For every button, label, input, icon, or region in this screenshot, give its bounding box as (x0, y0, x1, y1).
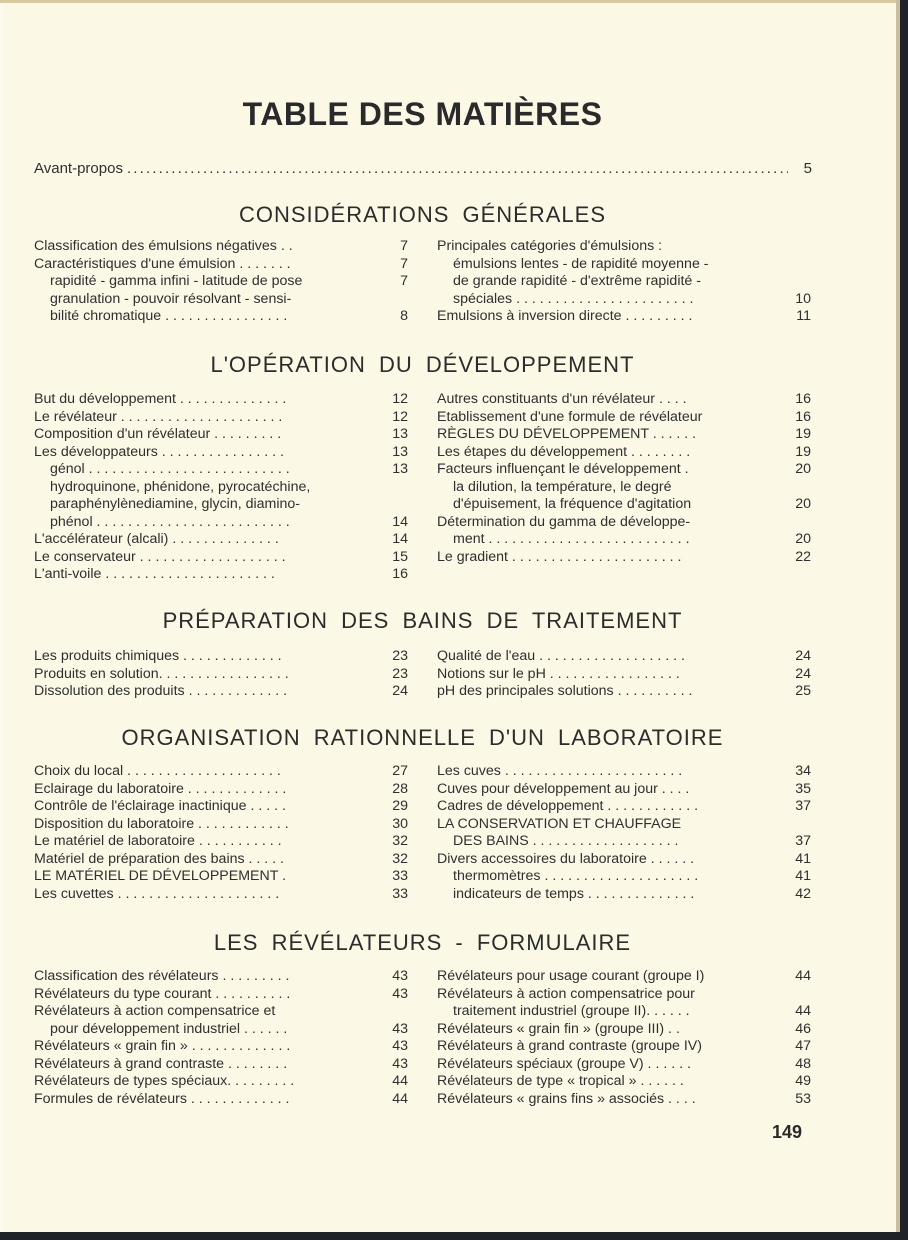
entry-page: 20 (795, 496, 811, 512)
section-heading-preparation: PRÉPARATION DES BAINS DE TRAITEMENT (162, 608, 683, 633)
entry-page: 7 (400, 273, 408, 289)
toc-entry (34, 781, 408, 799)
entry-page: 23 (392, 648, 408, 664)
entry-label: Révélateurs « grain fin » . . . . . . . . . . . . . (34, 1038, 291, 1054)
entry-page: 20 (795, 461, 811, 477)
entry-label: Le révélateur . . . . . . . . . . . . . . . . . . . . . (34, 408, 283, 425)
toc-entry (34, 496, 408, 514)
entry-page: 12 (392, 408, 408, 425)
entry-label: Révélateurs « grains fins » associés . . . . (437, 1090, 696, 1107)
entry-label: Formules de révélateurs . . . . . . . . . . . . . (34, 1090, 290, 1107)
toc-entry (437, 798, 811, 816)
toc-entry (437, 426, 811, 444)
entry-page: 47 (795, 1038, 811, 1054)
toc-entry (437, 763, 811, 781)
toc-entry (34, 986, 408, 1004)
toc-entry (437, 256, 811, 274)
entry-label: Divers accessoires du laboratoire . . . . . . (437, 850, 695, 867)
entry-label: génol . . . . . . . . . . . . . . . . . . . . . . . . . . (50, 461, 290, 477)
entry-page: 42 (795, 885, 811, 902)
toc-entry-foreword (34, 160, 812, 180)
entry-page: 44 (795, 968, 811, 984)
entry-label: Qualité de l'eau . . . . . . . . . . . . . . . . . . . (437, 648, 685, 664)
entry-label: Le conservateur . . . . . . . . . . . . . . . . . . . (34, 548, 286, 565)
entry-page: 41 (795, 868, 811, 884)
entry-page: 27 (392, 763, 408, 779)
entry-label: émulsions lentes - de rapidité moyenne - (453, 255, 709, 272)
toc-entry (34, 1073, 408, 1091)
entry-label: Avant-propos (34, 160, 123, 177)
entry-label: Révélateurs de types spéciaux. . . . . . . . . (34, 1073, 295, 1089)
toc-entry (437, 868, 811, 886)
toc-entry (437, 816, 811, 834)
entry-label: Révélateurs à action compensatrice pour (437, 985, 695, 1002)
entry-page: 43 (392, 985, 408, 1002)
entry-label: Détermination du gamma de développe- (437, 513, 691, 530)
entry-page: 24 (795, 665, 811, 682)
toc-entry (34, 549, 408, 567)
toc-entry (34, 273, 408, 291)
toc-entry (437, 238, 811, 256)
entry-page: 13 (392, 443, 408, 460)
entry-label: Cadres de développement . . . . . . . . . . . . (437, 798, 699, 814)
entry-label: Caractéristiques d'une émulsion . . . . . . . (34, 255, 291, 272)
toc-entry (437, 648, 811, 666)
toc-entry (34, 968, 408, 986)
entry-page: 8 (400, 308, 408, 324)
toc-entry (34, 391, 408, 409)
toc-column-left (34, 763, 408, 903)
entry-page: 49 (795, 1073, 811, 1089)
entry-label: bilité chromatique . . . . . . . . . . . . . . . . (50, 308, 288, 324)
toc-entry (34, 833, 408, 851)
toc-entry (34, 1021, 408, 1039)
toc-entry (437, 968, 811, 986)
entry-label: ment . . . . . . . . . . . . . . . . . . . . . . . . . . (453, 531, 690, 547)
toc-entry (34, 461, 408, 479)
entry-page: 13 (392, 426, 408, 442)
entry-page: 12 (392, 391, 408, 407)
entry-label: Révélateurs du type courant . . . . . . . . . . (34, 985, 291, 1002)
toc-entry (34, 1003, 408, 1021)
toc-entry (34, 1056, 408, 1074)
entry-page: 43 (392, 968, 408, 984)
entry-page: 14 (392, 531, 408, 547)
entry-label: LE MATÉRIEL DE DÉVELOPPEMENT . (34, 868, 287, 884)
entry-page: 14 (392, 513, 408, 530)
toc-entry (34, 238, 408, 256)
toc-entry (437, 1021, 811, 1039)
entry-page: 29 (392, 798, 408, 814)
toc-entry (34, 256, 408, 274)
toc-entry (437, 409, 811, 427)
toc-entry (437, 391, 811, 409)
toc-entry (34, 426, 408, 444)
toc-column-right (437, 763, 811, 903)
entry-page: 33 (392, 868, 408, 884)
toc-entry (34, 409, 408, 427)
entry-label: pour développement industriel . . . . . . (50, 1020, 288, 1037)
entry-page: 10 (795, 290, 811, 307)
entry-label: Eclairage du laboratoire . . . . . . . . . . . . . (34, 780, 287, 797)
toc-entry (34, 683, 408, 701)
entry-label: Révélateurs spéciaux (groupe V) . . . . . . (437, 1055, 691, 1072)
entry-label: Classification des révélateurs . . . . . . . . . (34, 968, 290, 984)
entry-label: pH des principales solutions . . . . . . . . . . (437, 683, 693, 699)
toc-entry (437, 308, 811, 326)
section-heading-organisation: ORGANISATION RATIONNELLE D'UN LABORATOIRE (121, 725, 724, 750)
entry-label: rapidité - gamma infini - latitude de pose (50, 273, 303, 289)
toc-entry (437, 1038, 811, 1056)
entry-label: L'accélérateur (alcali) . . . . . . . . . . . . . . (34, 531, 279, 547)
toc-entry (437, 886, 811, 904)
entry-page: 19 (795, 443, 811, 460)
entry-page: 23 (392, 665, 408, 682)
entry-label: Les cuvettes . . . . . . . . . . . . . . . . . . . . . (34, 885, 280, 902)
entry-page: 43 (392, 1055, 408, 1072)
toc-column-right (437, 238, 811, 326)
entry-label: hydroquinone, phénidone, pyrocatéchine, (50, 478, 311, 495)
entry-page: 34 (795, 763, 811, 779)
entry-page: 5 (803, 160, 812, 177)
entry-label: phénol . . . . . . . . . . . . . . . . . . . . . . . . . (50, 513, 290, 530)
entry-page: 20 (795, 531, 811, 547)
entry-page: 32 (392, 850, 408, 867)
toc-entry (437, 1056, 811, 1074)
entry-page: 25 (795, 683, 811, 699)
page-right-edge (896, 0, 900, 1232)
entry-label: la dilution, la température, le degré (453, 478, 672, 495)
toc-entry (437, 986, 811, 1004)
entry-label: Composition d'un révélateur . . . . . . . . . (34, 426, 282, 442)
entry-label: d'épuisement, la fréquence d'agitation (453, 496, 692, 512)
entry-label: Classification des émulsions négatives . . (34, 238, 293, 254)
entry-page: 13 (392, 461, 408, 477)
toc-entry (437, 666, 811, 684)
toc-column-left (34, 238, 408, 326)
toc-entry (437, 479, 811, 497)
section-heading-revelateurs: LES RÉVÉLATEURS - FORMULAIRE (213, 930, 632, 955)
entry-label: L'anti-voile . . . . . . . . . . . . . . . . . . . . . . (34, 566, 275, 582)
entry-label: paraphénylènediamine, glycin, diamino- (50, 496, 301, 512)
toc-entry (34, 816, 408, 834)
entry-page: 7 (400, 255, 408, 272)
toc-entry (437, 781, 811, 799)
toc-entry (437, 273, 811, 291)
entry-page: 35 (795, 780, 811, 797)
entry-page: 37 (795, 833, 811, 849)
entry-label: Facteurs influençant le développement . (437, 461, 689, 477)
toc-entry (34, 444, 408, 462)
entry-label: Le matériel de laboratoire . . . . . . . . . . . (34, 833, 282, 849)
entry-label: Révélateurs à grand contraste (groupe IV) (437, 1038, 702, 1054)
entry-label: Le gradient . . . . . . . . . . . . . . . . . . . . . . (437, 548, 682, 565)
toc-entry (34, 479, 408, 497)
toc-entry (34, 798, 408, 816)
entry-page: 7 (400, 238, 408, 254)
toc-column-left (34, 968, 408, 1108)
entry-label: de grande rapidité - d'extrême rapidité - (453, 273, 701, 289)
entry-label: Révélateurs à action compensatrice et (34, 1003, 276, 1019)
entry-page: 37 (795, 798, 811, 814)
entry-page: 16 (795, 391, 811, 407)
toc-entry (437, 549, 811, 567)
entry-label: LA CONSERVATION ET CHAUFFAGE (437, 815, 682, 832)
toc-entry (437, 1003, 811, 1021)
toc-entry (437, 514, 811, 532)
entry-page: 41 (795, 850, 811, 867)
toc-entry (437, 683, 811, 701)
entry-label: Etablissement d'une formule de révélateur (437, 408, 703, 425)
entry-label: spéciales . . . . . . . . . . . . . . . . . . . . . . . (453, 290, 694, 307)
toc-entry (34, 851, 408, 869)
toc-entry (34, 531, 408, 549)
entry-label: Les étapes du développement . . . . . . . . (437, 443, 691, 460)
entry-page: 16 (392, 566, 408, 582)
entry-label: Matériel de préparation des bains . . . . . (34, 850, 284, 867)
toc-entry (437, 833, 811, 851)
toc-entry (34, 308, 408, 326)
entry-label: thermomètres . . . . . . . . . . . . . . . . . . . . (453, 868, 699, 884)
entry-label: Emulsions à inversion directe . . . . . . . . . (437, 308, 693, 324)
section-heading-considerations: CONSIDÉRATIONS GÉNÉRALES (239, 202, 606, 227)
entry-label: But du développement . . . . . . . . . . . . . . (34, 391, 287, 407)
toc-entry (437, 444, 811, 462)
entry-label: traitement industriel (groupe II). . . . . . (453, 1003, 690, 1019)
toc-entry (34, 291, 408, 309)
entry-label: Disposition du laboratoire . . . . . . . . . . . . (34, 815, 289, 832)
entry-page: 19 (795, 426, 811, 442)
toc-entry (34, 868, 408, 886)
toc-entry (34, 763, 408, 781)
toc-column-right (437, 391, 811, 566)
entry-page: 16 (795, 408, 811, 425)
page-title: TABLE DES MATIÈRES (242, 96, 603, 132)
entry-page: 46 (795, 1020, 811, 1037)
entry-page: 33 (392, 885, 408, 902)
leader-dots (127, 160, 788, 177)
toc-column-right (437, 968, 811, 1108)
entry-label: Contrôle de l'éclairage inactinique . . . . . (34, 798, 286, 814)
entry-label: Les cuves . . . . . . . . . . . . . . . . . . . . . . . (437, 763, 683, 779)
entry-label: Principales catégories d'émulsions : (437, 238, 663, 254)
entry-page: 43 (392, 1020, 408, 1037)
entry-label: Révélateurs « grain fin » (groupe III) . . (437, 1020, 680, 1037)
entry-label: Autres constituants d'un révélateur . . . . (437, 391, 687, 407)
toc-entry (437, 461, 811, 479)
entry-page: 32 (392, 833, 408, 849)
toc-column-left (34, 391, 408, 584)
entry-label: indicateurs de temps . . . . . . . . . . . . . . (453, 885, 695, 902)
entry-label: Révélateurs de type « tropical » . . . . . . (437, 1073, 684, 1089)
entry-label: Les développateurs . . . . . . . . . . . . . . . . (34, 443, 284, 460)
toc-entry (437, 291, 811, 309)
entry-page: 28 (392, 780, 408, 797)
entry-label: Les produits chimiques . . . . . . . . . . . . . (34, 648, 282, 664)
toc-entry (34, 886, 408, 904)
toc-entry (34, 566, 408, 584)
entry-label: Cuves pour développement au jour . . . . (437, 780, 690, 797)
entry-page: 24 (795, 648, 811, 664)
entry-page: 24 (392, 683, 408, 699)
page-top-edge (0, 0, 900, 3)
toc-entry (34, 1091, 408, 1109)
toc-entry (34, 648, 408, 666)
entry-page: 11 (796, 308, 811, 324)
entry-label: Dissolution des produits . . . . . . . . . . . . . (34, 683, 288, 699)
toc-entry (437, 531, 811, 549)
entry-label: granulation - pouvoir résolvant - sensi- (50, 290, 292, 307)
toc-entry (437, 496, 811, 514)
toc-entry (34, 666, 408, 684)
entry-label: DES BAINS . . . . . . . . . . . . . . . . . . . (453, 833, 679, 849)
entry-page: 22 (795, 548, 811, 565)
entry-page: 48 (795, 1055, 811, 1072)
toc-entry (34, 514, 408, 532)
entry-label: RÈGLES DU DÉVELOPPEMENT . . . . . . (437, 426, 697, 442)
toc-column-right (437, 648, 811, 701)
entry-label: Choix du local . . . . . . . . . . . . . . . . . . . . (34, 763, 281, 779)
toc-entry (437, 1073, 811, 1091)
toc-entry (437, 851, 811, 869)
entry-page: 44 (392, 1090, 408, 1107)
entry-label: Notions sur le pH . . . . . . . . . . . . . . . . . (437, 665, 680, 682)
entry-label: Révélateurs pour usage courant (groupe I) (437, 968, 705, 984)
toc-entry (437, 1091, 811, 1109)
page-number: 149 (772, 1122, 803, 1142)
section-heading-operation: L'OPÉRATION DU DÉVELOPPEMENT (210, 352, 635, 377)
entry-page: 44 (392, 1073, 408, 1089)
entry-label: Produits en solution. . . . . . . . . . . . . . . . . (34, 665, 289, 682)
entry-label: Révélateurs à grand contraste . . . . . . . . (34, 1055, 288, 1072)
entry-page: 15 (392, 548, 408, 565)
entry-page: 53 (795, 1090, 811, 1107)
entry-page: 30 (392, 815, 408, 832)
entry-page: 44 (795, 1003, 811, 1019)
toc-entry (34, 1038, 408, 1056)
entry-page: 43 (392, 1038, 408, 1054)
toc-column-left (34, 648, 408, 701)
